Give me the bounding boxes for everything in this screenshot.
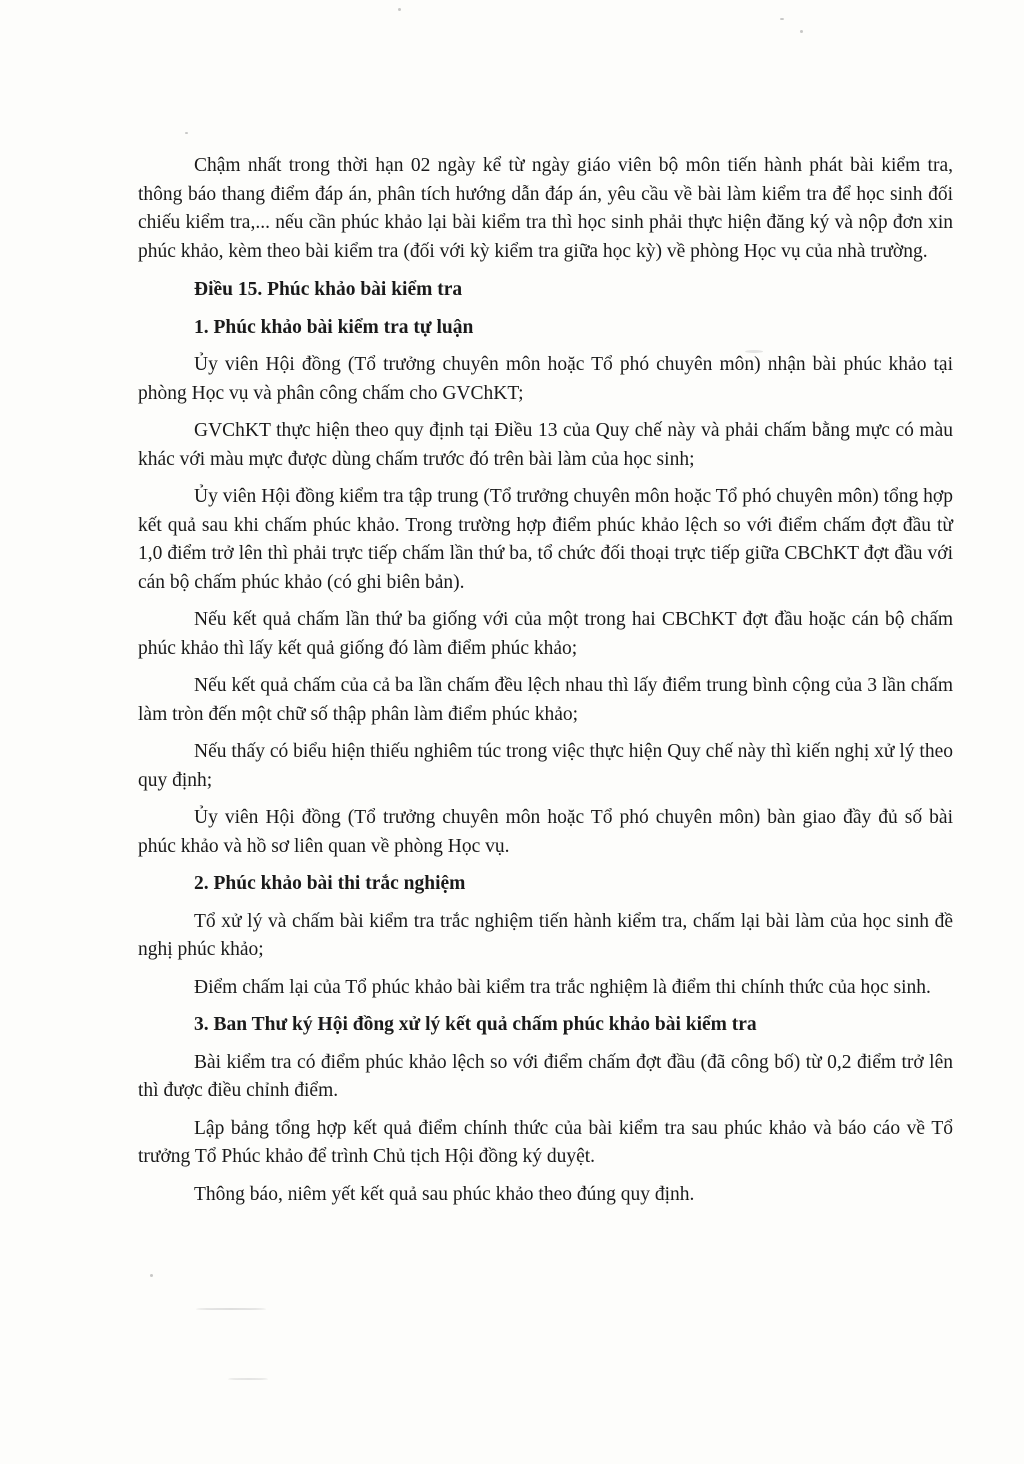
article-title: Điều 15. Phúc khảo bài kiểm tra <box>194 279 463 300</box>
section-heading: 2. Phúc khảo bài thi trắc nghiệm <box>194 873 466 894</box>
scan-speck <box>800 30 803 33</box>
paragraph: Nếu thấy có biểu hiện thiếu nghiêm túc trong việc thực hiện Quy chế này thì kiến nghị xử lý theo quy định; <box>138 741 953 791</box>
paragraph: Nếu kết quả chấm lần thứ ba giống với của một trong hai CBChKT đợt đầu hoặc cán bộ chấm phúc khảo thì lấy kết quả giống đó làm điểm phúc khảo; <box>138 609 953 659</box>
paragraph: Ủy viên Hội đồng kiểm tra tập trung (Tổ trưởng chuyên môn hoặc Tổ phó chuyên môn) tổng hợp kết quả sau khi chấm phúc khảo. Trong trường hợp điểm phúc khảo lệch so với điểm chấm đợt đầu từ 1,0 điểm trở lên thì phải trực tiếp chấm lần thứ ba, tổ chức đối thoại trực tiếp giữa CBChKT đợt đầu với cán bộ chấm phúc khảo (có ghi biên bản). <box>138 486 953 593</box>
paragraph: Nếu kết quả chấm của cả ba lần chấm đều lệch nhau thì lấy điểm trung bình cộng của 3 lần chấm làm tròn đến một chữ số thập phân làm điểm phúc khảo; <box>138 675 953 725</box>
scan-speck <box>196 1308 266 1310</box>
paragraph: Tổ xử lý và chấm bài kiểm tra trắc nghiệm tiến hành kiểm tra, chấm lại bài làm của học sinh đề nghị phúc khảo; <box>138 910 953 960</box>
section-heading: 1. Phúc khảo bài kiểm tra tự luận <box>194 316 474 338</box>
document-body <box>138 152 953 1218</box>
paragraph: GVChKT thực hiện theo quy định tại Điều 13 của Quy chế này và phải chấm bằng mực có màu khác với màu mực được dùng chấm trước đó trên bài làm của học sinh; <box>138 420 953 470</box>
paragraph: Ủy viên Hội đồng (Tổ trưởng chuyên môn hoặc Tổ phó chuyên môn) bàn giao đầy đủ số bài phúc khảo và hồ sơ liên quan về phòng Học vụ. <box>138 807 953 857</box>
paragraph: Điểm chấm lại của Tổ phúc khảo bài kiểm tra trắc nghiệm là điểm thi chính thức của học sinh. <box>194 976 931 998</box>
intro-paragraph: Chậm nhất trong thời hạn 02 ngày kể từ ngày giáo viên bộ môn tiến hành phát bài kiểm tra, thông báo thang điểm đáp án, phân tích hướng dẫn đáp án, yêu cầu về bài làm kiểm tra để học sinh đối chiếu kiểm tra,... nếu cần phúc khảo lại bài kiểm tra thì học sinh phải thực hiện đăng ký và nộp đơn xin phúc khảo, kèm theo bài kiểm tra (đối với kỳ kiểm tra giữa học kỳ) về phòng Học vụ của nhà trường. <box>138 155 953 262</box>
scan-speck <box>228 1378 268 1380</box>
section-heading: 3. Ban Thư ký Hội đồng xử lý kết quả chấm phúc khảo bài kiểm tra <box>194 1014 757 1035</box>
paragraph: Ủy viên Hội đồng (Tổ trưởng chuyên môn hoặc Tổ phó chuyên môn) nhận bài phúc khảo tại phòng Học vụ và phân công chấm cho GVChKT; <box>138 354 953 404</box>
paragraph: Thông báo, niêm yết kết quả sau phúc khảo theo đúng quy định. <box>194 1183 695 1205</box>
paragraph: Bài kiểm tra có điểm phúc khảo lệch so với điểm chấm đợt đầu (đã công bố) từ 0,2 điểm trở lên thì được điều chỉnh điểm. <box>138 1051 953 1101</box>
scan-speck <box>780 18 784 20</box>
scan-speck <box>398 8 401 11</box>
scan-speck <box>150 1274 153 1277</box>
scan-speck <box>185 132 188 134</box>
paragraph: Lập bảng tổng hợp kết quả điểm chính thức của bài kiểm tra sau phúc khảo và báo cáo về Tổ trưởng Tổ Phúc khảo để trình Chủ tịch Hội đồng ký duyệt. <box>138 1117 953 1167</box>
